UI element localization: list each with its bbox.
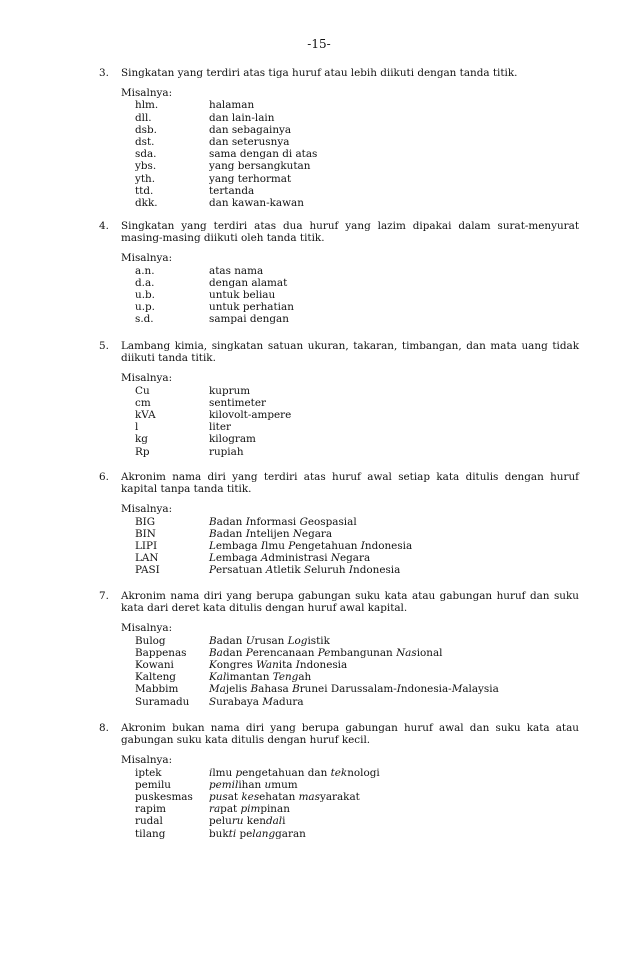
example-meaning: tertanda <box>209 184 255 197</box>
example-abbreviation: Cu <box>135 384 150 397</box>
example-abbreviation: l <box>135 421 139 434</box>
example-meaning: yang terhormat <box>209 172 292 185</box>
example-row <box>135 671 579 683</box>
example-abbreviation: kg <box>135 433 148 446</box>
example-intro: Misalnya: <box>121 252 173 265</box>
example-abbreviation: Mabbim <box>135 683 179 696</box>
example-meaning: yang bersangkutan <box>209 160 311 173</box>
example-meaning: Badan Urusan Logistik <box>209 634 330 647</box>
example-meaning: Lembaga Administrasi Negara <box>209 552 371 565</box>
example-abbreviation: cm <box>135 396 151 409</box>
example-row <box>135 433 579 445</box>
example-row <box>135 160 579 172</box>
rule-number: 4. <box>99 220 109 232</box>
example-row <box>135 635 579 647</box>
example-row <box>135 185 579 197</box>
example-meaning: peluru kendali <box>209 815 286 828</box>
example-abbreviation: sda. <box>135 148 157 161</box>
example-row <box>135 683 579 695</box>
rule-6 <box>99 471 579 577</box>
example-meaning: atas nama <box>209 264 264 277</box>
example-row <box>135 696 579 708</box>
example-meaning: kilogram <box>209 433 256 446</box>
example-meaning: sentimeter <box>209 396 266 409</box>
example-list <box>135 767 579 840</box>
example-list <box>135 265 579 326</box>
example-row <box>135 148 579 160</box>
example-row <box>135 289 579 301</box>
example-abbreviation: BIN <box>135 527 156 540</box>
example-meaning: Surabaya Madura <box>209 695 304 708</box>
example-row <box>135 528 579 540</box>
example-row <box>135 313 579 325</box>
example-meaning: rupiah <box>209 445 244 458</box>
example-abbreviation: rudal <box>135 815 163 828</box>
example-row <box>135 112 579 124</box>
example-row <box>135 277 579 289</box>
example-abbreviation: d.a. <box>135 276 155 289</box>
rule-3 <box>99 67 579 209</box>
example-row <box>135 659 579 671</box>
example-intro: Misalnya: <box>121 622 173 635</box>
rule-text: Singkatan yang terdiri atas tiga huruf atau lebih diikuti dengan tanda titik. <box>121 67 518 79</box>
example-abbreviation: u.b. <box>135 289 155 302</box>
example-meaning: sampai dengan <box>209 313 289 326</box>
example-abbreviation: BIG <box>135 515 156 528</box>
example-meaning: dan sebagainya <box>209 123 292 136</box>
rule-number: 8. <box>99 722 109 734</box>
example-list <box>135 99 579 209</box>
rule-4 <box>99 220 579 326</box>
example-list <box>135 635 579 708</box>
rule-5 <box>99 340 579 458</box>
example-row <box>135 421 579 433</box>
page-number: -15- <box>307 37 331 51</box>
example-meaning: sama dengan di atas <box>209 148 318 161</box>
example-meaning: liter <box>209 421 231 434</box>
example-abbreviation: ybs. <box>135 160 157 173</box>
rule-text: Singkatan yang terdiri atas dua huruf yang lazim dipakai dalam surat-menyurat masing-masing diikuti oleh tanda titik. <box>121 220 579 245</box>
example-abbreviation: s.d. <box>135 313 154 326</box>
example-row <box>135 385 579 397</box>
example-row <box>135 552 579 564</box>
example-meaning: dengan alamat <box>209 276 288 289</box>
example-abbreviation: ttd. <box>135 184 154 197</box>
example-abbreviation: LIPI <box>135 540 158 553</box>
example-row <box>135 265 579 277</box>
rule-8 <box>99 722 579 840</box>
example-abbreviation: Kalteng <box>135 671 176 684</box>
example-meaning: Badan Intelijen Negara <box>209 527 333 540</box>
example-abbreviation: iptek <box>135 766 162 779</box>
example-abbreviation: dkk. <box>135 197 158 210</box>
example-meaning: Kalimantan Tengah <box>209 671 312 684</box>
example-abbreviation: Kowani <box>135 659 174 672</box>
example-meaning: Badan Informasi Geospasial <box>209 515 357 528</box>
example-meaning: Majelis Bahasa Brunei Darussalam-Indonesia-Malaysia <box>209 683 499 696</box>
example-meaning: dan seterusnya <box>209 136 290 149</box>
example-row <box>135 124 579 136</box>
rule-text: Akronim nama diri yang berupa gabungan suku kata atau gabungan huruf dan suku kata dari deret kata ditulis dengan huruf awal kapital. <box>121 590 579 615</box>
example-row <box>135 446 579 458</box>
example-abbreviation: yth. <box>135 172 156 185</box>
example-meaning: Lembaga Ilmu Pengetahuan Indonesia <box>209 540 413 553</box>
example-abbreviation: dll. <box>135 111 152 124</box>
example-abbreviation: rapim <box>135 803 166 816</box>
example-meaning: pusat kesehatan masyarakat <box>209 791 360 804</box>
example-abbreviation: dsb. <box>135 123 157 136</box>
example-row <box>135 803 579 815</box>
example-intro: Misalnya: <box>121 372 173 385</box>
example-row <box>135 516 579 528</box>
example-list <box>135 385 579 458</box>
example-intro: Misalnya: <box>121 754 173 767</box>
example-row <box>135 540 579 552</box>
example-abbreviation: u.p. <box>135 301 155 314</box>
example-meaning: dan lain-lain <box>209 111 275 124</box>
example-list <box>135 516 579 577</box>
example-row <box>135 828 579 840</box>
example-abbreviation: LAN <box>135 552 159 565</box>
example-row <box>135 767 579 779</box>
example-abbreviation: hlm. <box>135 99 159 112</box>
example-row <box>135 301 579 313</box>
example-row <box>135 173 579 185</box>
example-meaning: kuprum <box>209 384 251 397</box>
example-meaning: untuk perhatian <box>209 301 294 314</box>
example-abbreviation: pemilu <box>135 778 171 791</box>
example-meaning: bukti pelanggaran <box>209 827 306 840</box>
example-meaning: dan kawan-kawan <box>209 197 304 210</box>
example-abbreviation: Suramadu <box>135 695 190 708</box>
example-abbreviation: PASI <box>135 564 160 577</box>
example-meaning: Kongres Wanita Indonesia <box>209 659 348 672</box>
example-meaning: rapat pimpinan <box>209 803 290 816</box>
example-row <box>135 791 579 803</box>
example-meaning: kilovolt-ampere <box>209 409 292 422</box>
example-abbreviation: tilang <box>135 827 166 840</box>
example-row <box>135 99 579 111</box>
example-abbreviation: puskesmas <box>135 791 193 804</box>
rule-text: Lambang kimia, singkatan satuan ukuran, takaran, timbangan, dan mata uang tidak diikuti tanda titik. <box>121 340 579 365</box>
example-row <box>135 564 579 576</box>
example-row <box>135 409 579 421</box>
example-abbreviation: dst. <box>135 136 155 149</box>
rule-number: 3. <box>99 67 109 79</box>
rule-number: 5. <box>99 340 109 352</box>
example-abbreviation: kVA <box>135 409 156 422</box>
example-meaning: pemilihan umum <box>209 778 298 791</box>
rule-number: 7. <box>99 590 109 602</box>
rule-text: Akronim nama diri yang terdiri atas huruf awal setiap kata ditulis dengan huruf kapital tanpa tanda titik. <box>121 471 579 496</box>
example-abbreviation: a.n. <box>135 264 155 277</box>
example-row <box>135 397 579 409</box>
example-row <box>135 647 579 659</box>
example-intro: Misalnya: <box>121 87 173 100</box>
example-row <box>135 136 579 148</box>
example-intro: Misalnya: <box>121 503 173 516</box>
example-abbreviation: Bappenas <box>135 646 187 659</box>
example-meaning: halaman <box>209 99 255 112</box>
example-row <box>135 815 579 827</box>
example-abbreviation: Bulog <box>135 634 166 647</box>
example-meaning: untuk beliau <box>209 289 276 302</box>
example-meaning: ilmu pengetahuan dan teknologi <box>209 766 380 779</box>
example-row <box>135 779 579 791</box>
example-abbreviation: Rp <box>135 445 150 458</box>
example-row <box>135 197 579 209</box>
example-meaning: Badan Perencanaan Pembangunan Nasional <box>209 646 443 659</box>
rule-number: 6. <box>99 471 109 483</box>
rule-text: Akronim bukan nama diri yang berupa gabungan huruf awal dan suku kata atau gabungan suku kata ditulis dengan huruf kecil. <box>121 722 579 747</box>
rule-7 <box>99 590 579 708</box>
example-meaning: Persatuan Atletik Seluruh Indonesia <box>209 564 401 577</box>
